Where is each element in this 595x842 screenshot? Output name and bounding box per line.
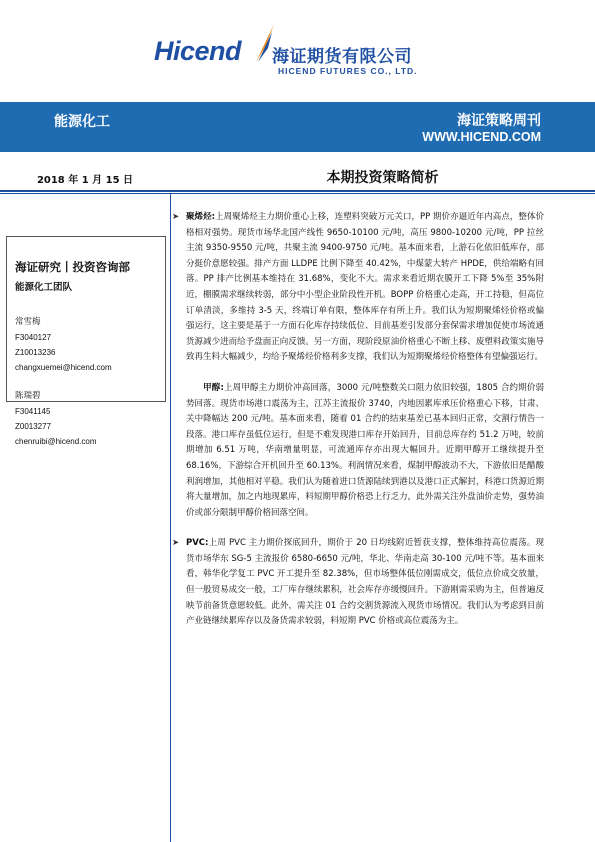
company-logo (154, 16, 444, 78)
section-text: 上周聚烯烃主力期价重心上移，连塑料突破万元关口，PP 期价亦逼近年内高点，整体价格相对强势。现货市场华北国产线性 9650-10100 元/吨，高压 9800-10200 元/吨，PP 拉丝主流 9350-9550 元/吨，共聚主流 9400-9750 元/吨。基本面来看，上游石化依旧低库存，部分挺价意愿较强。排产方面 LLDPE 比例下降至 40.42%，中煤蒙大转产 HPDE，供给端略有回落。PP 排产比例基本维持在 31.68%，变化不大。需求来看近期农膜开工下降 5%至 35%附近，棚膜需求继续转弱，部分中小型企业阶段性开机。BOPP 价格重心走高，开工持稳，但高位订单清淡，多维持 3-5 天，终端订单有限，整体库存有所上升。我们认为短期聚烯烃价格或偏强运行，这主要是基于一方面石化库存持续低位、目前基差引发部分套保需求增加促使市场流通货源减少进而给予盘面正向反馈。另一方面，现阶段原油价格重心不断上移、废塑料政策实施导致再生料大幅减少，均给予聚烯烃价格利多支撑，我们认为短期聚烯烃价格整体有望偏强运行。 (186, 212, 544, 363)
analyst-name: 陈瑞碧 (15, 391, 41, 401)
license-number: F3041145 (15, 407, 51, 416)
analyst-card (15, 389, 97, 449)
section-text: 上周甲醇主力期价冲高回落，3000 元/吨整数关口阻力依旧较强，1805 合约期价弱势回落。现货市场港口震荡为主，江苏主流报价 3740，内地因累库承压价格重心下移，甘肃、关中降幅达 200 元/吨。基本面来看，随着 01 合约的结束基差已基本回归正常，交割行情告一段落。港口库存虽低位运行，但是不难发现港口库存开始回升，目前总库存约 51.2 万吨，较前期增加 6.51 万吨，华南增量明显，可流通库存亦出现大幅回升。近期甲醇开工继续提升至 68.16%，下游综合开机回升至 60.13%。利润情况来看，煤制甲醇波动不大，下游依旧是醋酸利润增加，其他相对平稳。我们认为随着进口货源陆续到港以及港口正式解封，科港口货源近期将大量增加，加之内地现累库，料短期甲醇价格恐上行乏力，此外需关注外盘油价走势，强势油价或部分限制甲醇价格回落空间。 (186, 382, 544, 518)
section-label: 聚烯烃: (186, 212, 216, 222)
license-number: Z10013236 (15, 348, 56, 357)
header-banner (0, 102, 595, 152)
analyst-panel (6, 236, 166, 446)
strategy-content (172, 210, 544, 630)
divider (0, 190, 595, 192)
report-date: 2018 年 1 月 15 日 (36, 175, 134, 186)
arrow-bullet-icon: ➤ (172, 212, 180, 222)
banner-category: 能源化工 (54, 114, 110, 130)
section-label: PVC: (186, 538, 209, 549)
logo-wordmark: Hicend (154, 36, 242, 66)
analyst-card (15, 315, 112, 375)
company-name-en: HICEND FUTURES CO., LTD. (278, 66, 418, 76)
panel-heading: 海证研究丨投资咨询部 (15, 260, 130, 274)
website-link[interactable]: WWW.HICEND.COM (422, 130, 541, 144)
analyst-email[interactable]: changxuemei@hicend.com (15, 363, 112, 372)
license-number: F3040127 (15, 333, 52, 342)
analyst-name: 常雪梅 (15, 317, 41, 327)
analyst-email[interactable]: chenruibi@hicend.com (15, 437, 97, 446)
report-title: 本期投资策略简析 (326, 170, 439, 186)
section-text: 上周 PVC 主力期价探底回升，期价于 20 日均线附近暂获支撑，整体维持高位震荡。现货市场华东 SG-5 主流报价 6580-6650 元/吨，华北、华南走高 30-100 元/吨不等。基本面来看，韩华化学复工 PVC 开工提升至 82.38%，但市场整体低位刚需成交，低位点价成交放量，但一般贸易成交一般，工厂库存继续累积，社会库存亦缓慢回升。下游刚需采购为主，但普遍反映节前备货意愿较低。此外，需关注 01 合约交割货源流入现货市场情况。我们认为考虑到目前产业链继续累库存以及备货需求较弱，料短期 PVC 价格或高位震荡为主。 (186, 538, 544, 627)
arrow-bullet-icon: ➤ (172, 538, 180, 549)
section-pvc (172, 536, 544, 630)
team-name: 能源化工团队 (15, 282, 73, 293)
section-label: 甲醇: (203, 382, 224, 393)
company-name-cn: 海证期货有限公司 (272, 47, 412, 67)
column-divider (170, 194, 171, 842)
banner-publication: 海证策略周刊 (457, 113, 541, 129)
section-methanol (186, 381, 544, 521)
license-number: Z0013277 (15, 422, 52, 431)
section-polyolefin (172, 210, 544, 366)
divider (0, 193, 595, 194)
